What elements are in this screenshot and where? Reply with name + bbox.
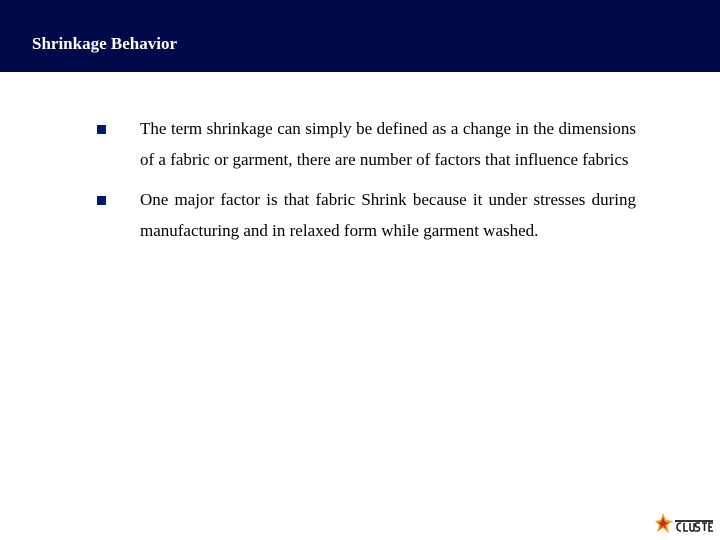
bullet-list — [93, 114, 636, 256]
bullet-text: The term shrinkage can simply be defined as a change in the dimensions of a fabric or garment, there are number of factors that influence fabrics — [140, 119, 636, 169]
slide-title: Shrinkage Behavior — [32, 34, 177, 53]
title-bar — [0, 0, 720, 72]
bullet-text: One major factor is that fabric Shrink because it under stresses during manufacturing and in relaxed form while garment washed. — [140, 190, 636, 240]
bullet-item — [93, 185, 636, 246]
cluster-logo-icon — [655, 511, 715, 536]
square-bullet-icon — [97, 125, 106, 134]
square-bullet-icon — [97, 196, 106, 205]
bullet-item — [93, 114, 636, 175]
